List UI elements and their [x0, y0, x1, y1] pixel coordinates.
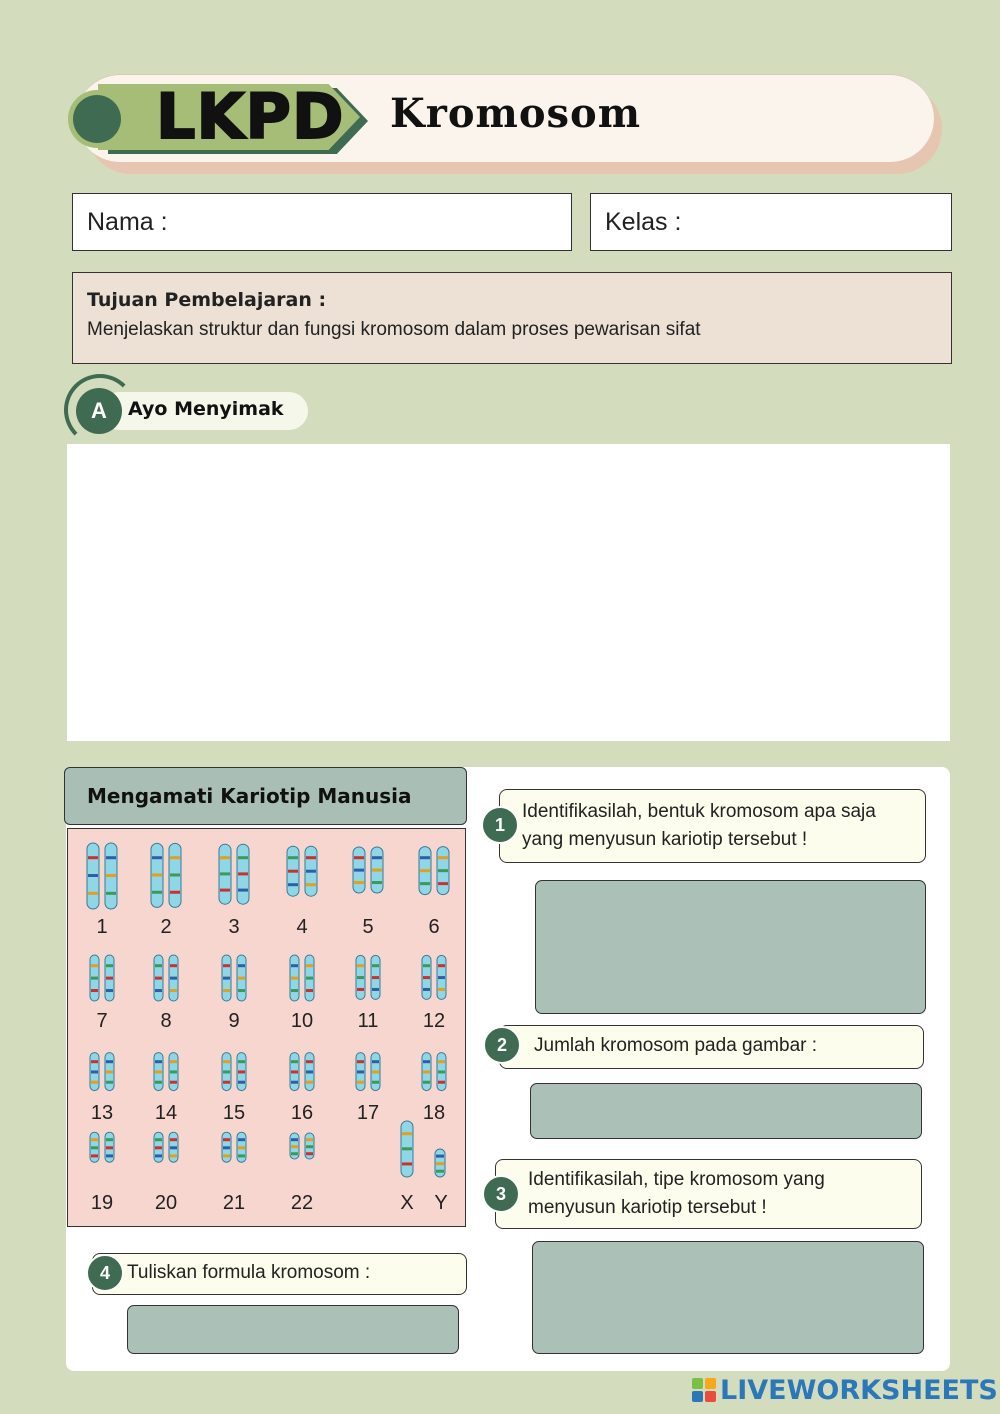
badge-label: LKPD	[156, 80, 345, 153]
chromosome-band	[223, 1154, 230, 1157]
chromosome-band	[238, 977, 245, 980]
chromosome-band	[220, 856, 230, 859]
chromosome-band	[291, 1145, 298, 1148]
chromosome-band	[436, 1155, 444, 1158]
chromosome-band	[170, 856, 180, 859]
chromosome-band	[223, 977, 230, 980]
chromosome-band	[438, 1070, 445, 1073]
chromosome-label: 14	[154, 1102, 178, 1124]
chromosome-band	[238, 1138, 245, 1141]
question-3-number: 3	[482, 1175, 520, 1213]
chromosome-band	[438, 976, 445, 979]
chromosome-band	[220, 872, 230, 875]
question-2-box	[499, 1025, 924, 1069]
chromosome-band	[223, 1146, 230, 1149]
chromosome-band	[436, 1170, 444, 1173]
chromosome-band	[223, 989, 230, 992]
chromosome-band	[223, 1081, 230, 1084]
chromosome-band	[170, 1138, 177, 1141]
chromosome-band	[436, 1162, 444, 1165]
chromosome-band	[357, 1060, 364, 1063]
chromosome-band	[420, 856, 430, 859]
chromosome-band	[306, 1060, 313, 1063]
chromosome-band	[106, 874, 116, 877]
chromosome-band	[372, 988, 379, 991]
chromosome-band	[372, 1060, 379, 1063]
chromosome-band	[354, 856, 364, 859]
chromosome-band	[238, 872, 248, 875]
chromosome-band	[170, 1060, 177, 1063]
chromosome-band	[372, 869, 382, 872]
chromosome-band	[155, 1154, 162, 1157]
answer-2-box[interactable]	[530, 1083, 922, 1139]
chromosome-band	[423, 988, 430, 991]
chromosome-band	[170, 964, 177, 967]
chromosome-label: 18	[422, 1102, 446, 1124]
name-label: Nama :	[87, 207, 168, 236]
chromosome-label: 4	[296, 916, 308, 938]
chromosome-label: 19	[90, 1192, 114, 1214]
chromosome-band	[155, 1138, 162, 1141]
class-label: Kelas :	[605, 207, 682, 236]
chromosome-label: 8	[160, 1010, 172, 1032]
chromosome-band	[106, 1070, 113, 1073]
chromosome-band	[106, 856, 116, 859]
chromosome-label: 13	[90, 1102, 114, 1124]
chromosome-band	[106, 1081, 113, 1084]
question-3-box	[495, 1159, 922, 1229]
chromosome-band	[372, 976, 379, 979]
chromosome-band	[88, 892, 98, 895]
chromosome-band	[402, 1147, 412, 1150]
chromosome-band	[91, 1060, 98, 1063]
chromosome-band	[155, 1081, 162, 1084]
chromosome-band	[152, 856, 162, 859]
learning-objective-box	[72, 272, 952, 364]
chromosome-band	[423, 1060, 430, 1063]
chromosome-band	[238, 1154, 245, 1157]
karyotype-image	[67, 828, 466, 1227]
chromosome-band	[155, 964, 162, 967]
chromosome-band	[91, 989, 98, 992]
section-a-label: Ayo Menyimak	[128, 398, 284, 420]
chromosome-band	[91, 964, 98, 967]
name-field[interactable]	[72, 193, 572, 251]
chromosome-band	[306, 883, 316, 886]
chromosome-label: 15	[222, 1102, 246, 1124]
chromosome-band	[238, 889, 248, 892]
chromosome-band	[306, 977, 313, 980]
chromosome-band	[357, 1070, 364, 1073]
question-4-box	[92, 1253, 467, 1295]
answer-1-box[interactable]	[535, 880, 926, 1014]
chromosome-band	[155, 1060, 162, 1063]
chromosome-band	[155, 1070, 162, 1073]
chromosome-band	[238, 1146, 245, 1149]
chromosome-band	[238, 989, 245, 992]
chromosome-band	[238, 1081, 245, 1084]
chromosome-band	[91, 1070, 98, 1073]
chromosome-band	[106, 892, 116, 895]
chromosome-band	[354, 869, 364, 872]
chromosome-band	[306, 856, 316, 859]
chromosome-band	[170, 1146, 177, 1149]
chromosome-band	[106, 1146, 113, 1149]
chromosome-band	[223, 1070, 230, 1073]
chromosome-band	[223, 1138, 230, 1141]
chromosome-band	[91, 1138, 98, 1141]
question-4-number: 4	[86, 1254, 124, 1292]
badge-dot	[73, 95, 121, 143]
chromosome-band	[91, 1154, 98, 1157]
chromosome-label: 5	[362, 916, 374, 938]
chromosome-band	[372, 881, 382, 884]
chromosome-band	[291, 1138, 298, 1141]
chromosome-label: Y	[434, 1192, 448, 1214]
chromosome-band	[306, 870, 316, 873]
chromosome-band	[357, 1081, 364, 1084]
chromosome-band	[170, 1154, 177, 1157]
section-a-badge: A	[76, 388, 122, 434]
chromosome-band	[155, 977, 162, 980]
chromosome-band	[155, 1146, 162, 1149]
answer-4-box[interactable]	[127, 1305, 459, 1354]
chromosome-band	[372, 856, 382, 859]
chromosome-band	[291, 964, 298, 967]
chromosome-band	[291, 1060, 298, 1063]
chromosome-band	[357, 988, 364, 991]
chromosome-band	[306, 964, 313, 967]
objective-text: Menjelaskan struktur dan fungsi kromosom dalam proses pewarisan sifat	[87, 319, 701, 340]
question-1-box	[499, 789, 926, 863]
answer-3-box[interactable]	[532, 1241, 924, 1354]
chromosome-label: 2	[160, 916, 172, 938]
chromosome-band	[372, 1081, 379, 1084]
question-4-text: Tuliskan formula kromosom :	[127, 1262, 371, 1283]
chromosome-band	[170, 989, 177, 992]
liveworksheets-logo	[692, 1374, 998, 1406]
chromosome-band	[438, 856, 448, 859]
karyotype-title-text: Mengamati Kariotip Manusia	[87, 784, 412, 808]
chromosome-band	[155, 989, 162, 992]
chromosome-band	[106, 1138, 113, 1141]
chromosome-band	[91, 1146, 98, 1149]
chromosome-band	[438, 988, 445, 991]
chromosome-band	[402, 1132, 412, 1135]
chromosome-band	[291, 1152, 298, 1155]
chromosome-band	[288, 883, 298, 886]
logo-text: LIVEWORKSHEETS	[720, 1374, 998, 1406]
chromosome-band	[306, 1138, 313, 1141]
chromosome-band	[238, 1060, 245, 1063]
chromosome-band	[288, 870, 298, 873]
chromosome-band	[420, 869, 430, 872]
chromosome-label: 7	[96, 1010, 108, 1032]
chromosome-band	[423, 976, 430, 979]
chromosome-label: X	[400, 1192, 414, 1214]
chromosome-band	[88, 874, 98, 877]
question-2-text: Jumlah kromosom pada gambar :	[534, 1035, 818, 1056]
chromosome-label: 10	[290, 1010, 314, 1032]
chromosome-label: 3	[228, 916, 240, 938]
chromosome-band	[152, 873, 162, 876]
chromosome-label: 12	[422, 1010, 446, 1032]
chromosome-band	[223, 964, 230, 967]
chromosome-band	[152, 891, 162, 894]
karyotype-figure	[68, 829, 464, 1225]
question-1-text: Identifikasilah, bentuk kromosom apa saja yang menyusun kariotip tersebut !	[522, 801, 876, 850]
chromosome-band	[306, 1081, 313, 1084]
chromosome-band	[106, 1154, 113, 1157]
page-title: Kromosom	[390, 90, 642, 137]
media-area[interactable]	[67, 444, 950, 741]
chromosome-band	[438, 964, 445, 967]
chromosome-band	[372, 1070, 379, 1073]
chromosome-band	[91, 1081, 98, 1084]
chromosome-band	[106, 977, 113, 980]
chromosome-band	[170, 873, 180, 876]
chromosome-band	[223, 1060, 230, 1063]
question-3-text: Identifikasilah, tipe kromosom yang menyusun kariotip tersebut !	[528, 1169, 825, 1218]
karyotype-title	[64, 767, 467, 825]
chromosome-label: 1	[96, 916, 108, 938]
chromosome-band	[238, 1070, 245, 1073]
chromosome-band	[357, 964, 364, 967]
chromosome-band	[372, 964, 379, 967]
chromosome-label: 9	[228, 1010, 240, 1032]
chromosome-band	[238, 856, 248, 859]
chromosome-band	[306, 1145, 313, 1148]
chromosome-label: 22	[290, 1192, 314, 1214]
chromosome-label: 20	[154, 1192, 178, 1214]
logo-mark-icon	[692, 1378, 716, 1402]
chromosome-band	[306, 1070, 313, 1073]
chromosome-band	[220, 889, 230, 892]
chromosome-band	[291, 1081, 298, 1084]
chromosome-label: 16	[290, 1102, 314, 1124]
chromosome-band	[106, 964, 113, 967]
chromosome-band	[88, 856, 98, 859]
chromosome-label: 11	[357, 1010, 379, 1032]
chromosome-band	[306, 1152, 313, 1155]
chromosome-band	[291, 1070, 298, 1073]
chromosome-band	[291, 989, 298, 992]
chromosome-band	[170, 977, 177, 980]
chromosome-band	[288, 856, 298, 859]
chromosome-band	[420, 882, 430, 885]
chromosome-band	[402, 1162, 412, 1165]
chromosome-band	[91, 977, 98, 980]
chromosome-band	[438, 869, 448, 872]
chromosome-band	[423, 1081, 430, 1084]
chromosome-band	[423, 964, 430, 967]
chromosome-band	[170, 1081, 177, 1084]
chromosome-band	[354, 881, 364, 884]
chromosome-band	[438, 1081, 445, 1084]
chromosome-band	[357, 976, 364, 979]
chromosome-label: 21	[222, 1192, 246, 1214]
chromosome-label: 6	[428, 916, 440, 938]
chromosome-label: 17	[356, 1102, 380, 1124]
question-2-number: 2	[483, 1026, 521, 1064]
chromosome-band	[106, 989, 113, 992]
chromosome-band	[438, 1060, 445, 1063]
chromosome-band	[291, 977, 298, 980]
chromosome-band	[306, 989, 313, 992]
objective-heading: Tujuan Pembelajaran :	[87, 289, 327, 311]
chromosome-band	[238, 964, 245, 967]
question-1-number: 1	[481, 806, 519, 844]
chromosome-band	[170, 891, 180, 894]
chromosome-band	[170, 1070, 177, 1073]
chromosome-band	[106, 1060, 113, 1063]
class-field[interactable]	[590, 193, 952, 251]
chromosome-band	[438, 882, 448, 885]
chromosome-band	[423, 1070, 430, 1073]
